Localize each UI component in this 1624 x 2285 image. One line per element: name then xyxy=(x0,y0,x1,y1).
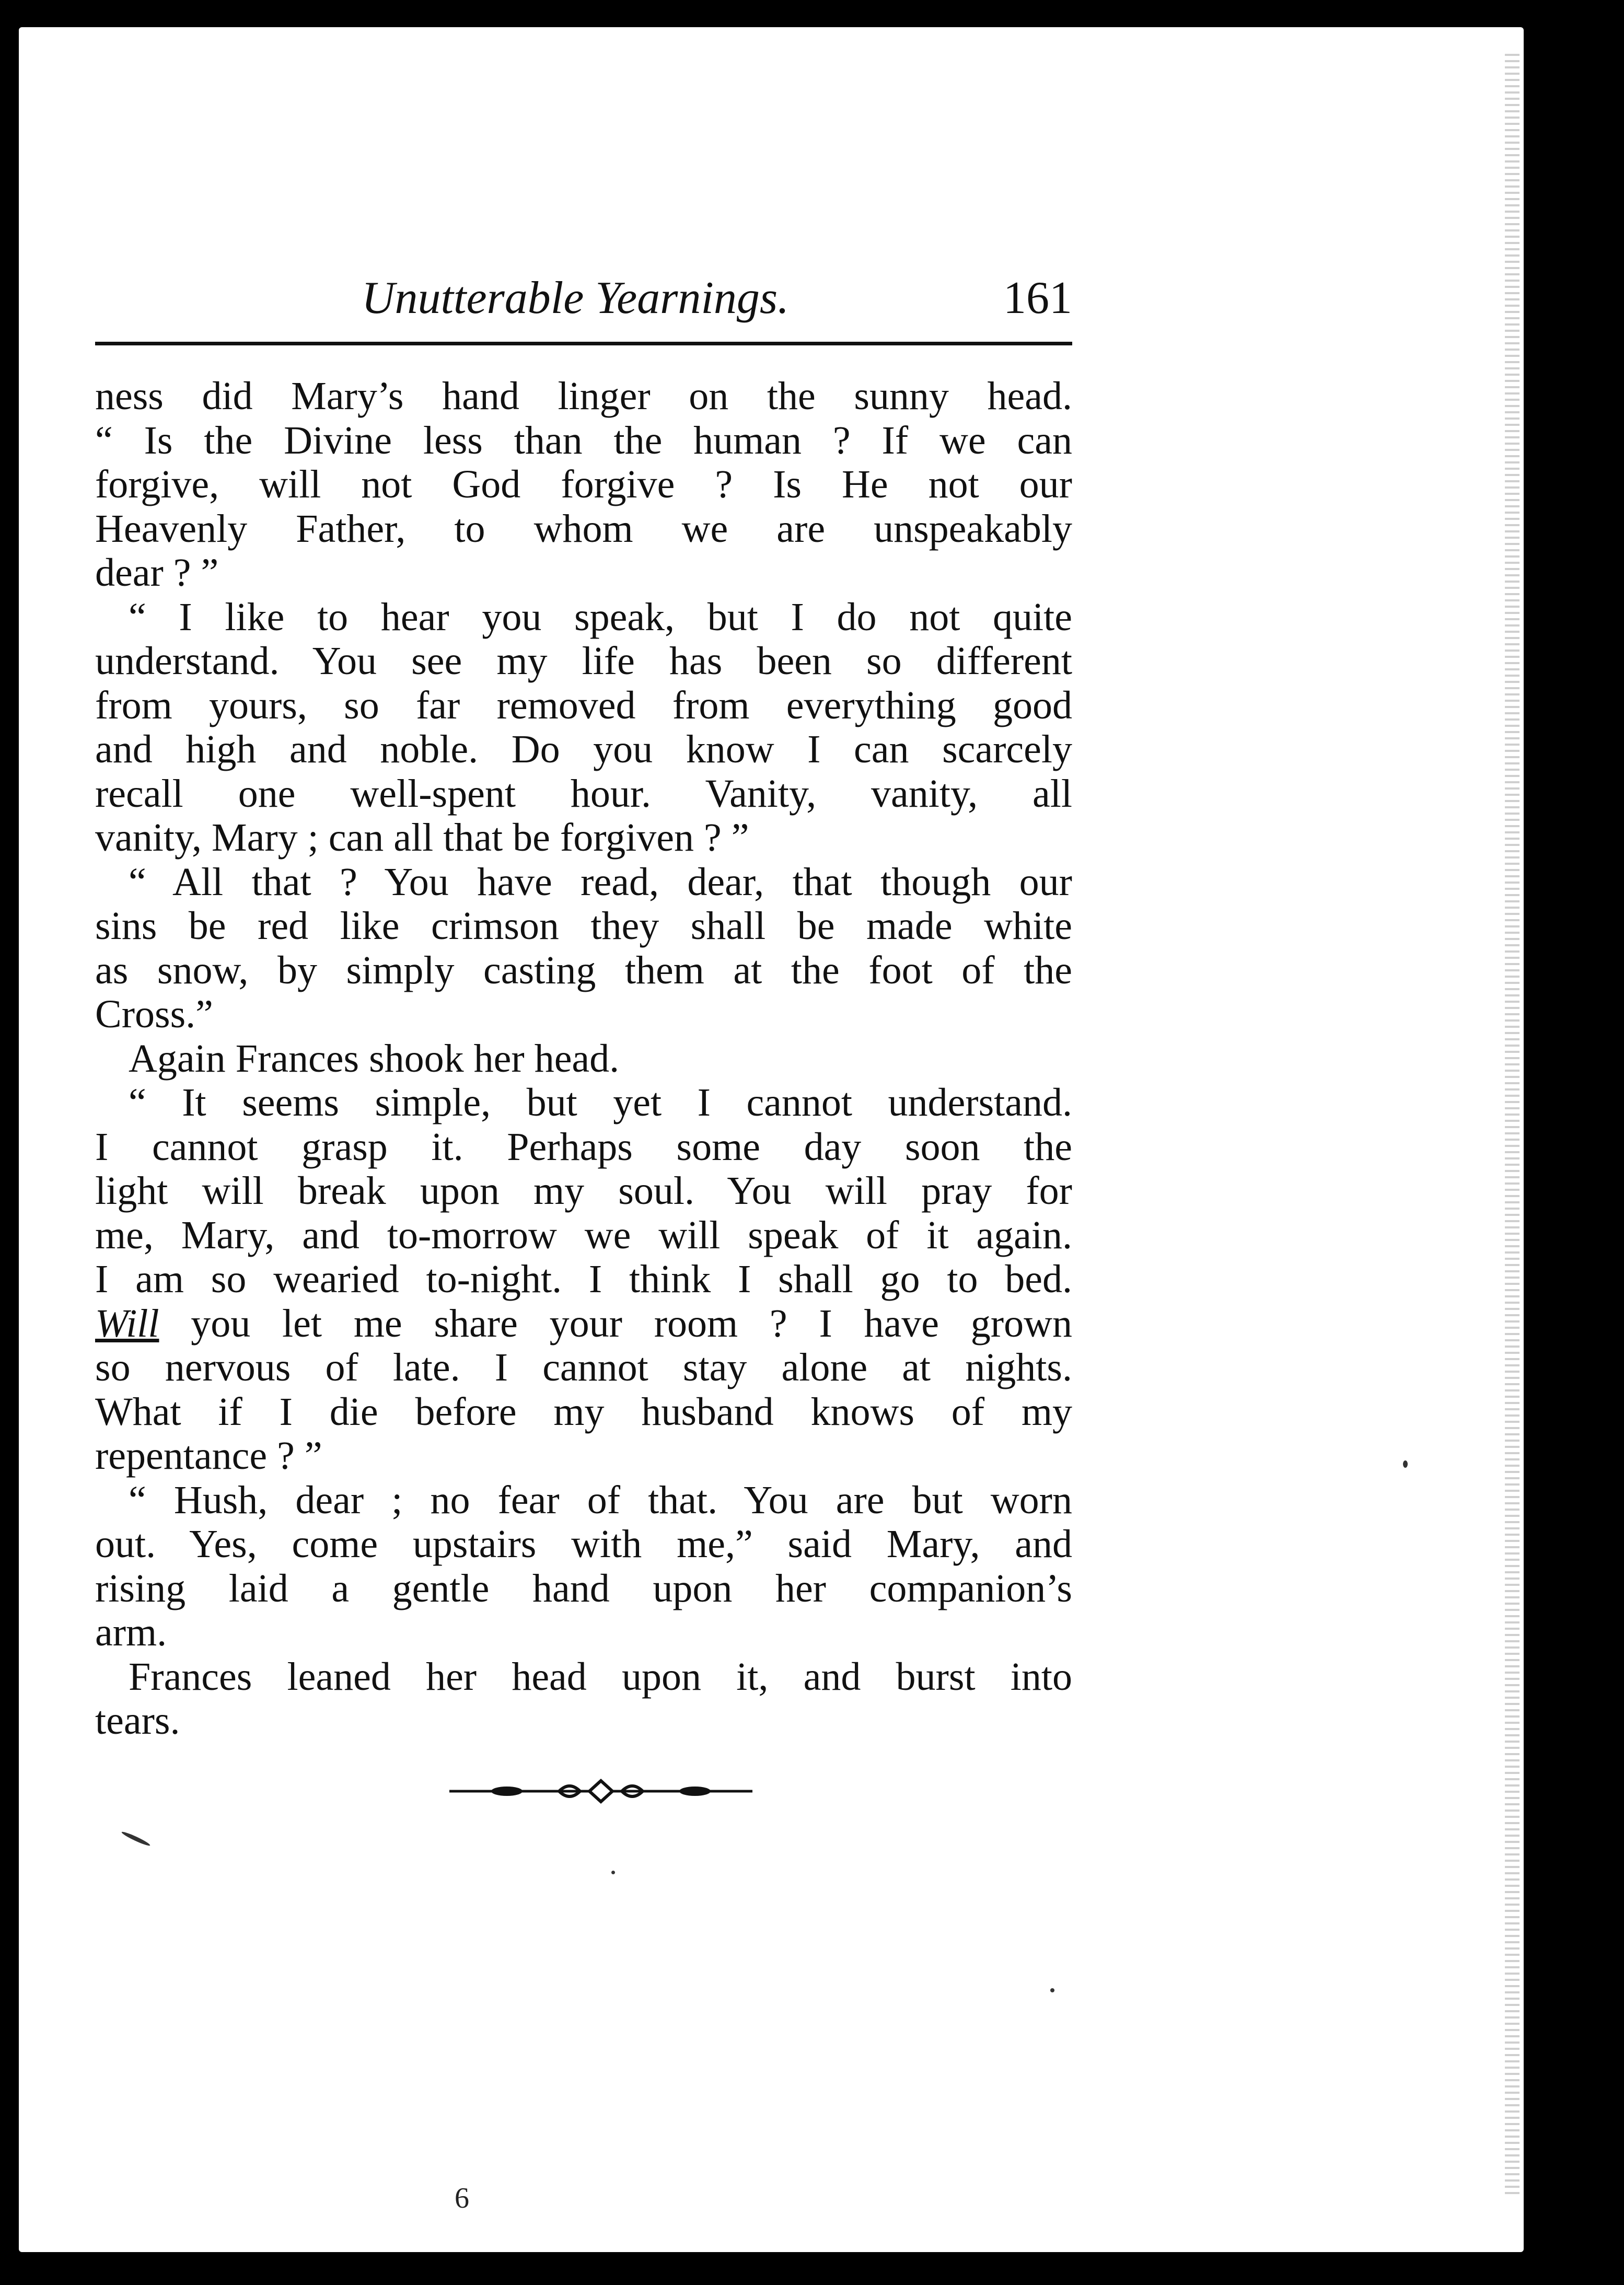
text-line: light will break upon my soul. You will pray for xyxy=(95,1169,1072,1213)
text-line: “ I like to hear you speak, but I do not quite xyxy=(129,595,1072,639)
text-line: as snow, by simply casting them at the foot of the xyxy=(95,948,1072,992)
text-line: Again Frances shook her head. xyxy=(129,1036,620,1081)
tailpiece-ornament xyxy=(449,1776,752,1807)
text-line: sins be red like crimson they shall be made white xyxy=(95,904,1072,948)
page-number: 161 xyxy=(1003,273,1072,323)
text-line: “ All that ? You have read, dear, that though our xyxy=(129,860,1072,904)
text-line: out. Yes, come upstairs with me,” said Mary, and xyxy=(95,1522,1072,1566)
print-speck xyxy=(1050,1988,1054,1992)
text-line: rising laid a gentle hand upon her companion’s xyxy=(95,1566,1072,1610)
text-line-rest: you let me share your room ? I have grown xyxy=(191,1301,1073,1346)
text-line xyxy=(95,1302,1072,1346)
text-line: “ Hush, dear ; no fear of that. You are but worn xyxy=(129,1478,1072,1522)
text-line: I am so wearied to-night. I think I shall go to bed. xyxy=(95,1257,1072,1301)
page-edge-shadow xyxy=(1505,52,1519,2195)
text-line: dear ? ” xyxy=(95,551,219,595)
text-line: Frances leaned her head upon it, and burst into xyxy=(129,1654,1072,1699)
text-line: so nervous of late. I cannot stay alone at nights. xyxy=(95,1346,1072,1389)
text-line: Heavenly Father, to whom we are unspeakably xyxy=(95,506,1072,551)
text-line: arm. xyxy=(95,1610,167,1654)
text-line: “ It seems simple, but yet I cannot understand. xyxy=(129,1081,1072,1124)
emphasis-word: Will xyxy=(95,1301,159,1346)
text-line: vanity, Mary ; can all that be forgiven ? ” xyxy=(95,816,749,860)
text-line: recall one well-spent hour. Vanity, vanity, all xyxy=(95,771,1072,816)
text-line: I cannot grasp it. Perhaps some day soon the xyxy=(95,1124,1072,1169)
text-line: and high and noble. Do you know I can scarcely xyxy=(95,727,1072,771)
text-line: “ Is the Divine less than the human ? If we can xyxy=(95,418,1072,462)
text-line: from yours, so far removed from everything good xyxy=(95,683,1072,727)
header-rule xyxy=(95,342,1072,345)
text-line: What if I die before my husband knows of my xyxy=(95,1389,1072,1434)
signature-mark: 6 xyxy=(455,2182,469,2214)
text-line: ness did Mary’s hand linger on the sunny head. xyxy=(95,374,1072,418)
print-speck xyxy=(611,1871,615,1874)
text-line: tears. xyxy=(95,1699,180,1743)
text-line: forgive, will not God forgive ? Is He not our xyxy=(95,462,1072,506)
running-title: Unutterable Yearnings. xyxy=(362,273,790,323)
text-line: understand. You see my life has been so different xyxy=(95,639,1072,683)
print-speck xyxy=(1403,1460,1408,1468)
text-line: me, Mary, and to-morrow we will speak of it again. xyxy=(95,1213,1072,1257)
running-head xyxy=(95,272,1072,329)
text-line: Cross.” xyxy=(95,992,213,1036)
body-text xyxy=(95,374,1072,1743)
text-line: repentance ? ” xyxy=(95,1434,322,1478)
